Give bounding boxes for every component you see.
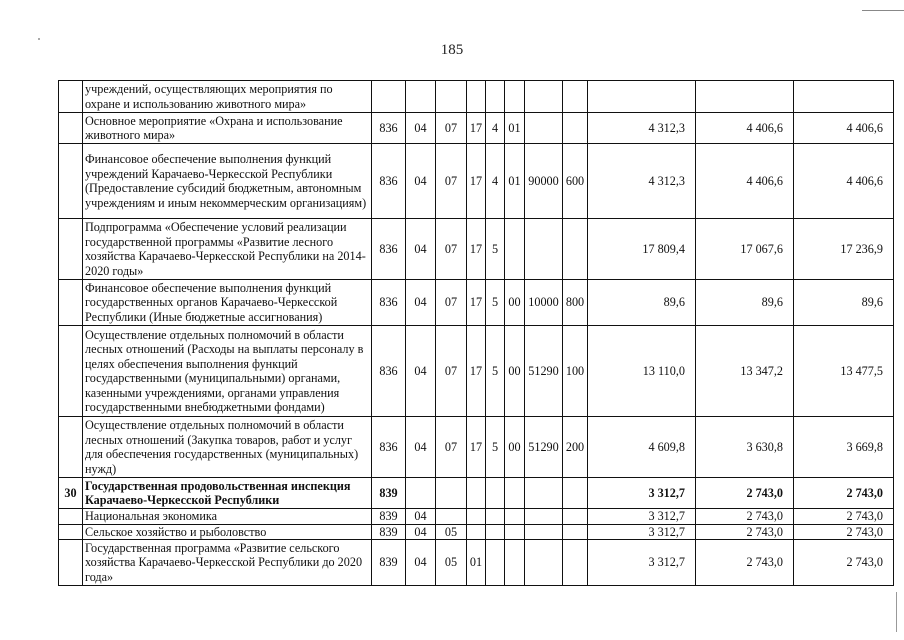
- ved-code: 836: [372, 144, 406, 219]
- expense-type-code: [563, 113, 588, 144]
- table-row: [59, 524, 894, 540]
- row-name: Государственная продовольственная инспекция Карачаево-Черкесской Республики: [83, 478, 372, 509]
- target-article-code-3: 01: [505, 113, 525, 144]
- row-number: [59, 113, 83, 144]
- amount-year-2: 2 743,0: [696, 509, 794, 525]
- section-code: 04: [406, 280, 436, 326]
- ved-code: 836: [372, 280, 406, 326]
- amount-year-3: 4 406,6: [794, 113, 894, 144]
- target-article-code-3: [505, 478, 525, 509]
- subsection-code: [436, 509, 467, 525]
- subsection-code: 05: [436, 540, 467, 586]
- target-article-code-4: [525, 509, 563, 525]
- target-article-code-4: [525, 524, 563, 540]
- target-article-code-4: [525, 113, 563, 144]
- target-article-code-3: [505, 509, 525, 525]
- target-article-code-1: 17: [467, 113, 486, 144]
- target-article-code-3: [505, 219, 525, 280]
- target-article-code-2: 5: [486, 326, 505, 417]
- expense-type-code: 800: [563, 280, 588, 326]
- target-article-code-2: [486, 478, 505, 509]
- amount-year-1: 3 312,7: [588, 478, 696, 509]
- expense-type-code: [563, 524, 588, 540]
- target-article-code-3: [505, 540, 525, 586]
- expense-type-code: [563, 219, 588, 280]
- row-name: Финансовое обеспечение выполнения функций учреждений Карачаево-Черкесской Республики (Предоставление субсидий бюджетным, автономным учреждениям и иным некоммерческим организациям): [83, 144, 372, 219]
- page-number: 185: [440, 42, 464, 58]
- amount-year-1: 17 809,4: [588, 219, 696, 280]
- row-number: [59, 280, 83, 326]
- target-article-code-1: 01: [467, 540, 486, 586]
- table-row: [59, 540, 894, 586]
- target-article-code-1: 17: [467, 417, 486, 478]
- expense-type-code: [563, 540, 588, 586]
- target-article-code-2: 4: [486, 144, 505, 219]
- subsection-code: [436, 81, 467, 113]
- target-article-code-4: [525, 81, 563, 113]
- table-row: [59, 280, 894, 326]
- target-article-code-4: [525, 540, 563, 586]
- subsection-code: 07: [436, 280, 467, 326]
- ved-code: 839: [372, 524, 406, 540]
- row-name: Национальная экономика: [83, 509, 372, 525]
- ved-code: 836: [372, 326, 406, 417]
- amount-year-1: 3 312,7: [588, 540, 696, 586]
- table-row: [59, 113, 894, 144]
- table-row: [59, 326, 894, 417]
- amount-year-2: 89,6: [696, 280, 794, 326]
- amount-year-2: 2 743,0: [696, 540, 794, 586]
- subsection-code: 07: [436, 113, 467, 144]
- row-number: [59, 144, 83, 219]
- amount-year-1: 89,6: [588, 280, 696, 326]
- target-article-code-4: 51290: [525, 417, 563, 478]
- target-article-code-1: [467, 509, 486, 525]
- row-number: [59, 524, 83, 540]
- section-code: 04: [406, 219, 436, 280]
- row-name: Осуществление отдельных полномочий в области лесных отношений (Закупка товаров, работ и услуг для обеспечения государственных (муниципальных) нужд): [83, 417, 372, 478]
- row-name: Сельское хозяйство и рыболовство: [83, 524, 372, 540]
- table-row: [59, 478, 894, 509]
- budget-table: [58, 80, 894, 586]
- row-number: [59, 509, 83, 525]
- amount-year-3: 4 406,6: [794, 144, 894, 219]
- row-name: учреждений, осуществляющих мероприятия по охране и использованию животного мира»: [83, 81, 372, 113]
- amount-year-2: [696, 81, 794, 113]
- row-number: [59, 417, 83, 478]
- amount-year-1: 3 312,7: [588, 509, 696, 525]
- target-article-code-4: 90000: [525, 144, 563, 219]
- ved-code: 839: [372, 509, 406, 525]
- target-article-code-1: [467, 524, 486, 540]
- subsection-code: 07: [436, 144, 467, 219]
- amount-year-3: 89,6: [794, 280, 894, 326]
- amount-year-2: 2 743,0: [696, 524, 794, 540]
- target-article-code-2: 5: [486, 417, 505, 478]
- subsection-code: 05: [436, 524, 467, 540]
- ved-code: 839: [372, 540, 406, 586]
- ved-code: 836: [372, 219, 406, 280]
- target-article-code-2: 4: [486, 113, 505, 144]
- table-row: [59, 144, 894, 219]
- row-number: [59, 540, 83, 586]
- row-name: Государственная программа «Развитие сельского хозяйства Карачаево-Черкесской Республики до 2020 года»: [83, 540, 372, 586]
- subsection-code: 07: [436, 417, 467, 478]
- target-article-code-1: 17: [467, 326, 486, 417]
- row-number: [59, 219, 83, 280]
- amount-year-2: 4 406,6: [696, 113, 794, 144]
- target-article-code-3: [505, 524, 525, 540]
- row-name: Осуществление отдельных полномочий в области лесных отношений (Расходы на выплаты персоналу в целях обеспечения выполнения функций государственными (муниципальными) органами, казенными учреждениями, органами управления государственными внебюджетными фондами): [83, 326, 372, 417]
- expense-type-code: 100: [563, 326, 588, 417]
- section-code: 04: [406, 540, 436, 586]
- amount-year-1: 4 609,8: [588, 417, 696, 478]
- section-code: 04: [406, 144, 436, 219]
- target-article-code-1: 17: [467, 144, 486, 219]
- amount-year-2: 4 406,6: [696, 144, 794, 219]
- row-name: Основное мероприятие «Охрана и использование животного мира»: [83, 113, 372, 144]
- target-article-code-3: [505, 81, 525, 113]
- section-code: [406, 478, 436, 509]
- table-body: [59, 81, 894, 586]
- section-code: 04: [406, 326, 436, 417]
- subsection-code: 07: [436, 326, 467, 417]
- amount-year-2: 13 347,2: [696, 326, 794, 417]
- amount-year-3: 2 743,0: [794, 509, 894, 525]
- target-article-code-1: 17: [467, 219, 486, 280]
- subsection-code: [436, 478, 467, 509]
- row-name: Финансовое обеспечение выполнения функций государственных органов Карачаево-Черкесской Республики (Иные бюджетные ассигнования): [83, 280, 372, 326]
- amount-year-3: 2 743,0: [794, 478, 894, 509]
- amount-year-3: 13 477,5: [794, 326, 894, 417]
- target-article-code-2: [486, 509, 505, 525]
- amount-year-3: 2 743,0: [794, 540, 894, 586]
- amount-year-1: 4 312,3: [588, 144, 696, 219]
- amount-year-2: 3 630,8: [696, 417, 794, 478]
- target-article-code-3: 00: [505, 417, 525, 478]
- target-article-code-4: 51290: [525, 326, 563, 417]
- scan-artifact-line: [862, 10, 904, 11]
- target-article-code-2: 5: [486, 219, 505, 280]
- row-number: [59, 81, 83, 113]
- scan-artifact-line: [896, 592, 897, 632]
- table-row: [59, 509, 894, 525]
- section-code: [406, 81, 436, 113]
- table-row: [59, 81, 894, 113]
- expense-type-code: [563, 478, 588, 509]
- expense-type-code: 600: [563, 144, 588, 219]
- row-number: [59, 326, 83, 417]
- target-article-code-4: 10000: [525, 280, 563, 326]
- target-article-code-3: 00: [505, 280, 525, 326]
- target-article-code-1: [467, 478, 486, 509]
- subsection-code: 07: [436, 219, 467, 280]
- scan-artifact-dot: [38, 38, 40, 40]
- amount-year-2: 17 067,6: [696, 219, 794, 280]
- target-article-code-1: 17: [467, 280, 486, 326]
- section-code: 04: [406, 113, 436, 144]
- target-article-code-4: [525, 219, 563, 280]
- amount-year-1: 3 312,7: [588, 524, 696, 540]
- amount-year-3: 3 669,8: [794, 417, 894, 478]
- amount-year-3: 2 743,0: [794, 524, 894, 540]
- amount-year-2: 2 743,0: [696, 478, 794, 509]
- ved-code: 839: [372, 478, 406, 509]
- target-article-code-3: 00: [505, 326, 525, 417]
- target-article-code-2: [486, 81, 505, 113]
- target-article-code-2: 5: [486, 280, 505, 326]
- ved-code: [372, 81, 406, 113]
- amount-year-1: 4 312,3: [588, 113, 696, 144]
- ved-code: 836: [372, 417, 406, 478]
- expense-type-code: 200: [563, 417, 588, 478]
- ved-code: 836: [372, 113, 406, 144]
- target-article-code-2: [486, 540, 505, 586]
- section-code: 04: [406, 524, 436, 540]
- amount-year-1: 13 110,0: [588, 326, 696, 417]
- table-row: [59, 417, 894, 478]
- amount-year-1: [588, 81, 696, 113]
- section-code: 04: [406, 417, 436, 478]
- target-article-code-3: 01: [505, 144, 525, 219]
- table-row: [59, 219, 894, 280]
- target-article-code-1: [467, 81, 486, 113]
- expense-type-code: [563, 81, 588, 113]
- target-article-code-2: [486, 524, 505, 540]
- row-name: Подпрограмма «Обеспечение условий реализации государственной программы «Развитие лесного хозяйства Карачаево-Черкесской Республики на 2014-2020 годы»: [83, 219, 372, 280]
- amount-year-3: [794, 81, 894, 113]
- expense-type-code: [563, 509, 588, 525]
- section-code: 04: [406, 509, 436, 525]
- row-number: 30: [59, 478, 83, 509]
- target-article-code-4: [525, 478, 563, 509]
- amount-year-3: 17 236,9: [794, 219, 894, 280]
